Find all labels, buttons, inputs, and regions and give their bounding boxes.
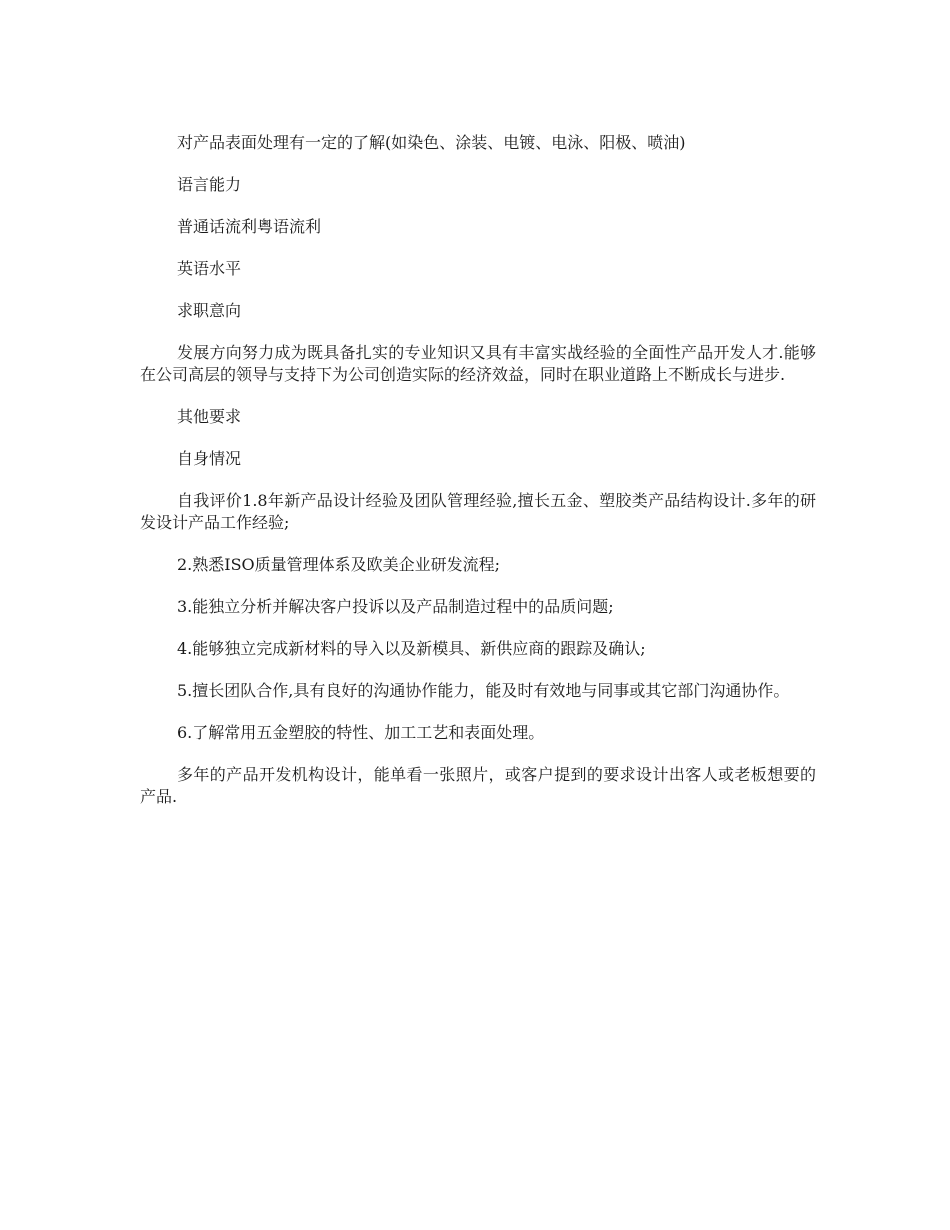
paragraph-mandarin-cantonese: 普通话流利粤语流利 xyxy=(177,217,322,236)
paragraph-self-evaluation-2: 2.熟悉ISO质量管理体系及欧美企业研发流程; xyxy=(177,555,501,574)
paragraph-surface-treatment: 对产品表面处理有一定的了解(如染色、涂装、电镀、电泳、阳极、喷油) xyxy=(177,133,686,152)
paragraph-product-design-summary: 多年的产品开发机构设计，能单看一张照片，或客户提到的要求设计出客人或老板想要的产品. xyxy=(140,765,816,806)
paragraph-self-evaluation-4: 4.能够独立完成新材料的导入以及新模具、新供应商的跟踪及确认; xyxy=(177,639,646,658)
paragraph-self-evaluation-3: 3.能独立分析并解决客户投诉以及产品制造过程中的品质问题; xyxy=(177,597,614,616)
heading-other-requirements: 其他要求 xyxy=(177,407,242,426)
paragraph-self-evaluation-6: 6.了解常用五金塑胶的特性、加工工艺和表面处理。 xyxy=(177,723,545,742)
heading-language-ability: 语言能力 xyxy=(177,175,242,194)
paragraph-self-evaluation-5: 5.擅长团队合作,具有良好的沟通协作能力，能及时有效地与同事或其它部门沟通协作。 xyxy=(177,681,790,700)
heading-english-level: 英语水平 xyxy=(177,259,242,278)
paragraph-career-direction: 发展方向努力成为既具备扎实的专业知识又具有丰富实战经验的全面性产品开发人才.能够在公司高层的领导与支持下为公司创造实际的经济效益，同时在职业道路上不断成长与进步. xyxy=(140,343,816,384)
heading-personal-situation: 自身情况 xyxy=(177,449,242,468)
paragraph-self-evaluation-1: 自我评价1.8年新产品设计经验及团队管理经验,擅长五金、塑胶类产品结构设计.多年的研发设计产品工作经验; xyxy=(140,491,816,532)
document-page xyxy=(140,132,816,828)
heading-job-intention: 求职意向 xyxy=(177,301,242,320)
